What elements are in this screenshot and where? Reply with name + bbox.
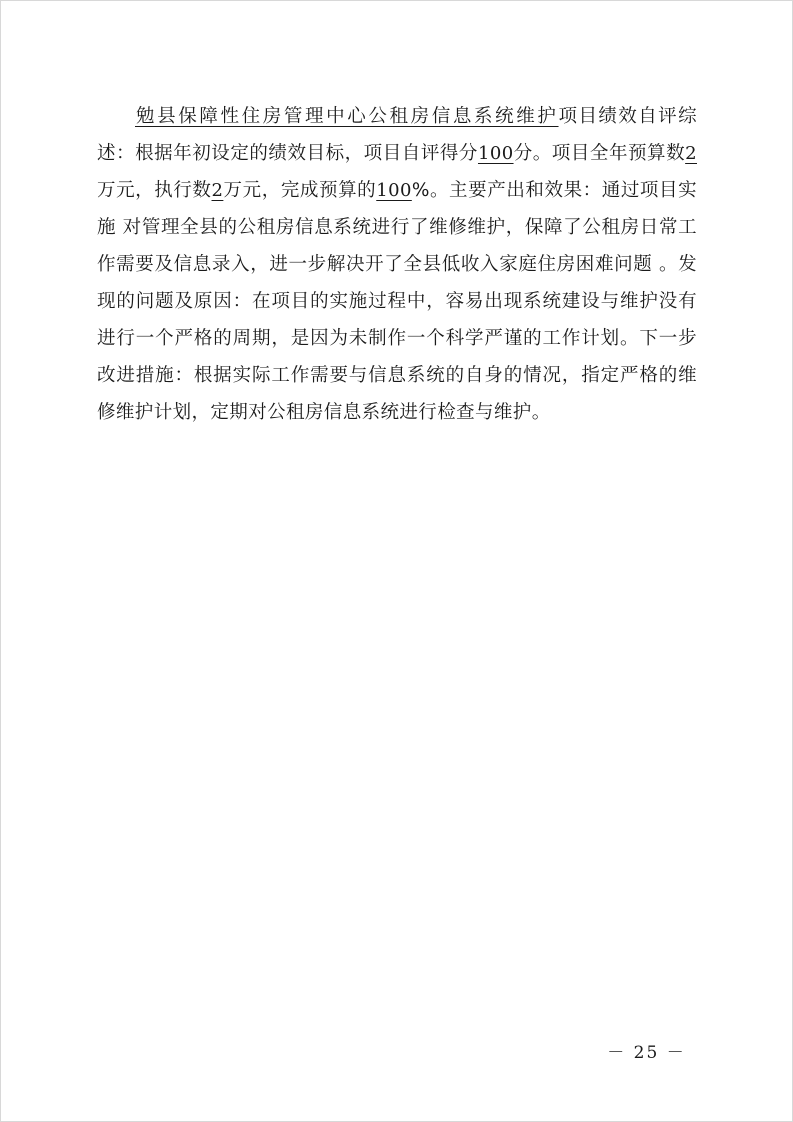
executed-amount: 2 (211, 179, 224, 201)
project-title-underlined: 勉县保障性住房管理中心公租房信息系统维护 (135, 105, 559, 127)
paragraph-segment-2: 分。项目全年预算数 (513, 142, 686, 164)
performance-summary-paragraph (97, 98, 697, 431)
paragraph-segment-5: %。主要产出和效果：通过项目实施 对管理全县的公租房信息系统进行了维修维护，保障了公租房日常工作需要及信息录入，进一步解决开了全县低收入家庭住房困难问题 。发现的问题及原因：在项目的实施过程中，容易出现系统建设与维护没有进行一个严格的周期，是因为未制作一个科学严谨的工作计划。下一步改进措施：根据实际工作需要与信息系统的自身的情况，指定严格的维修维护计划，定期对公租房信息系统进行检查与维护。 (97, 179, 697, 423)
budget-completion-rate: 100 (376, 179, 412, 201)
annual-budget-amount: 2 (685, 142, 697, 164)
paragraph-segment-4: 万元，完成预算的 (223, 179, 377, 201)
self-evaluation-score: 100 (477, 142, 514, 164)
document-body (97, 79, 697, 449)
paragraph-segment-1: 项目绩效自评综述：根据年初设定的绩效目标，项目自评得分 (97, 105, 697, 164)
page-number: － 25 － (607, 1043, 686, 1063)
paragraph-segment-3: 万元，执行数 (97, 179, 212, 201)
